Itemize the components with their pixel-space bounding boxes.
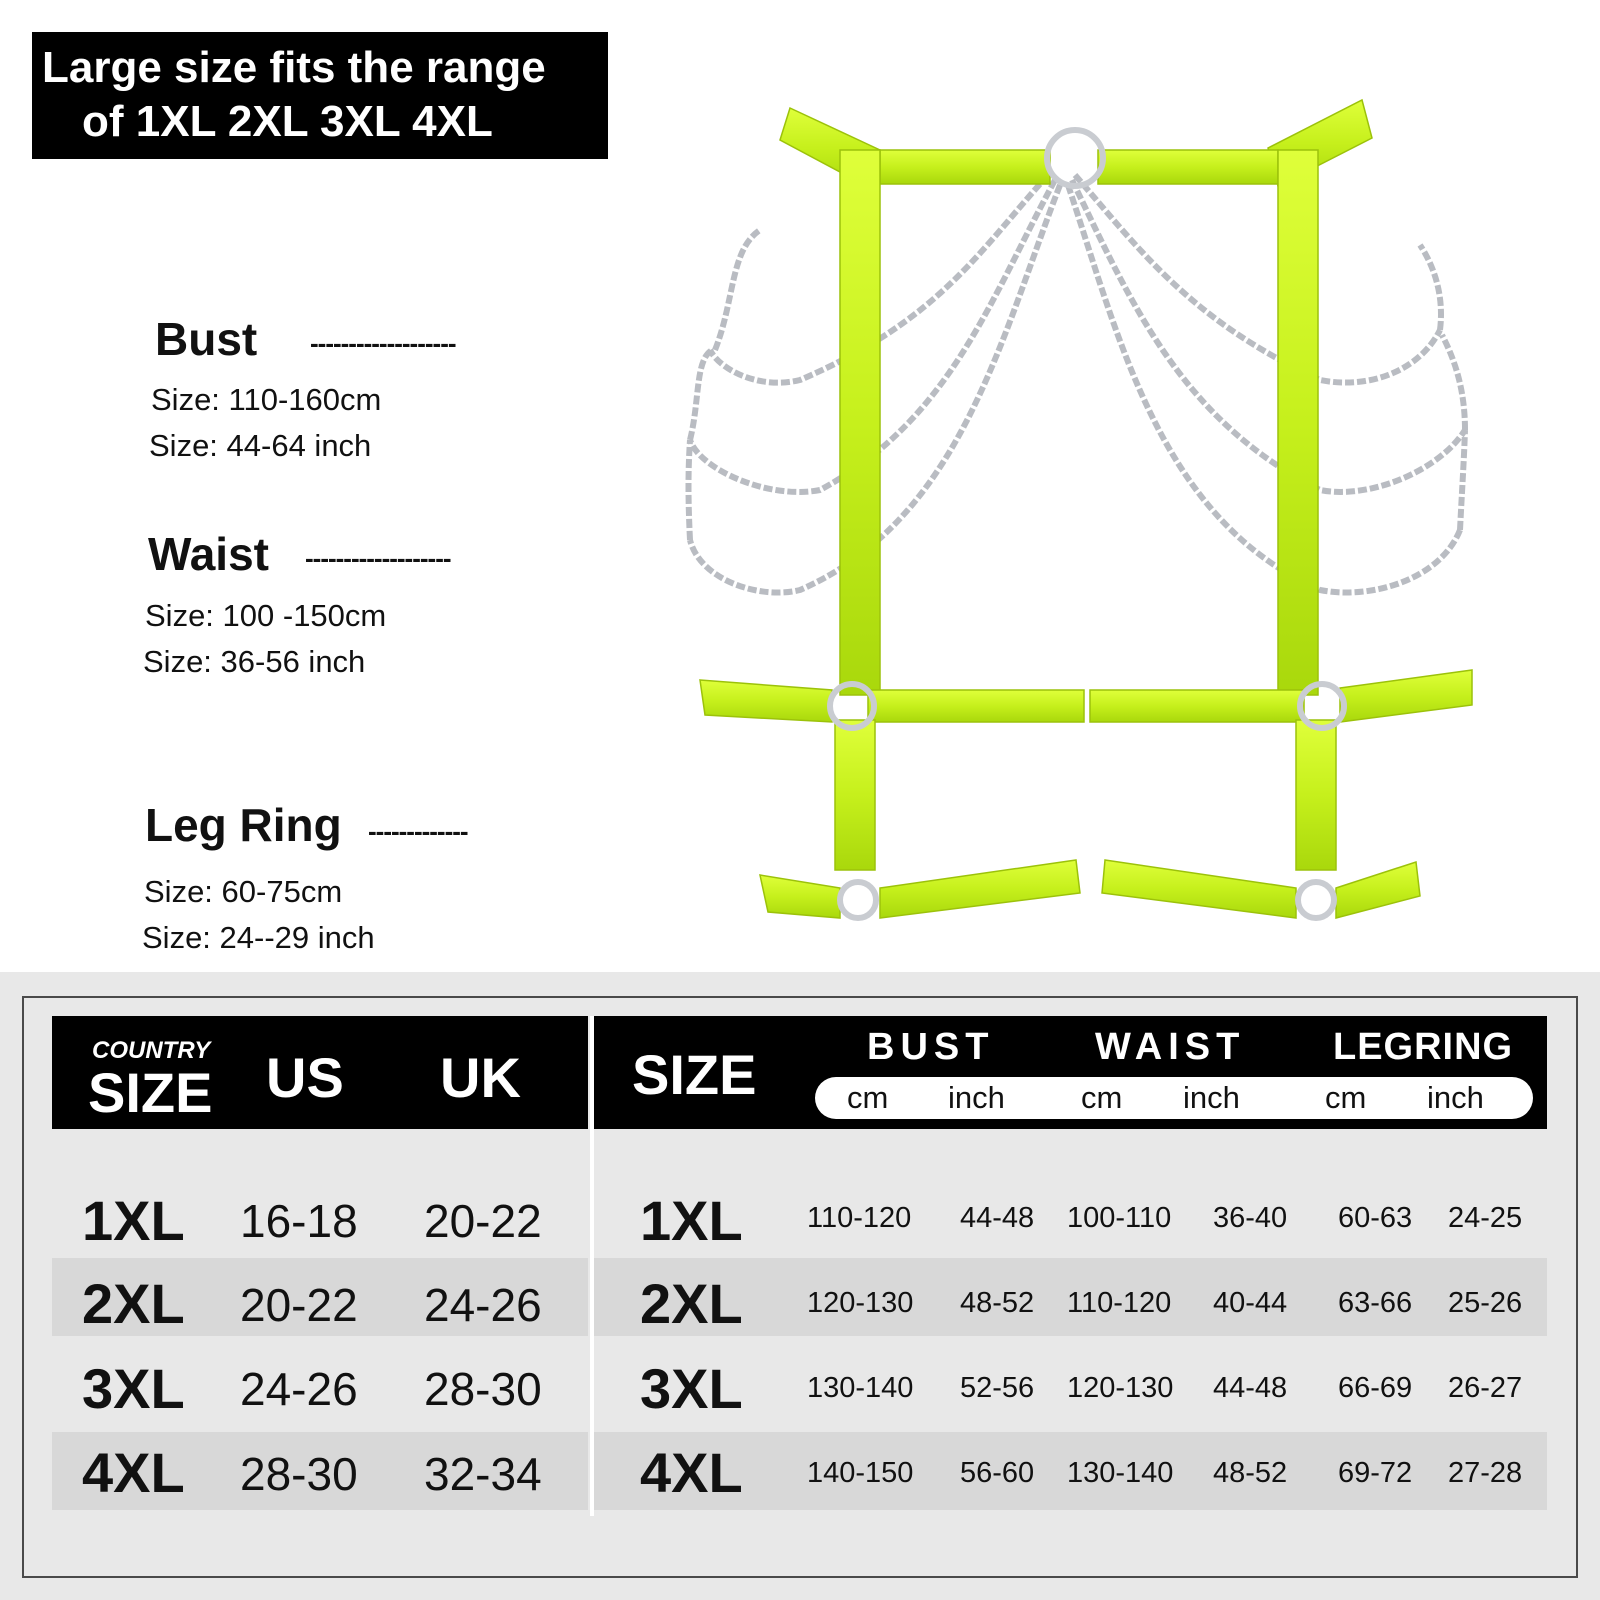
row3-size: 3XL (82, 1357, 185, 1420)
row3-bust-cm: 130-140 (807, 1372, 914, 1404)
banner-line-2: of 1XL 2XL 3XL 4XL (82, 97, 493, 146)
row4-uk: 32-34 (424, 1448, 542, 1500)
leg-ring-size-cm: Size: 60-75cm (144, 874, 343, 909)
unit-bust-cm: cm (847, 1080, 889, 1115)
banner-line-1: Large size fits the range (42, 43, 546, 92)
waist-size-inch: Size: 36-56 inch (143, 644, 366, 679)
row1-uk: 20-22 (424, 1195, 542, 1247)
row3-bust-in: 52-56 (960, 1372, 1035, 1404)
row4-leg-cm: 69-72 (1338, 1457, 1413, 1489)
country-label: COUNTRY (92, 1037, 211, 1064)
bust-dashes: ------------------- (310, 328, 456, 358)
row1-waist-in: 36-40 (1213, 1202, 1288, 1234)
row2-bust-cm: 120-130 (807, 1287, 914, 1319)
product-harness-image (675, 90, 1495, 950)
waist-dashes: ------------------- (305, 543, 451, 573)
waist-group-label: WAIST (1095, 1026, 1246, 1068)
row1-bust-cm: 110-120 (807, 1202, 912, 1234)
unit-leg-cm: cm (1325, 1080, 1367, 1115)
uk-label: UK (440, 1046, 521, 1109)
row3-us: 24-26 (240, 1363, 358, 1415)
row1-bust-in: 44-48 (960, 1202, 1035, 1234)
row1-leg-in: 24-25 (1448, 1202, 1523, 1234)
waist-title: Waist (148, 528, 269, 580)
row2-size: 2XL (82, 1272, 185, 1335)
waist-size-cm: Size: 100 -150cm (145, 598, 387, 633)
row2-leg-in: 25-26 (1448, 1287, 1523, 1319)
bust-size-cm: Size: 110-160cm (151, 382, 382, 417)
row2-size-right: 2XL (640, 1272, 743, 1335)
legring-group-label: LEGRING (1333, 1026, 1514, 1068)
table-divider (590, 1016, 594, 1516)
units-pill (815, 1077, 1533, 1119)
row2-us: 20-22 (240, 1279, 358, 1331)
row4-size-right: 4XL (640, 1441, 743, 1504)
straps (700, 100, 1472, 918)
row4-size: 4XL (82, 1441, 185, 1504)
row2-uk: 24-26 (424, 1279, 542, 1331)
row3-leg-in: 26-27 (1448, 1372, 1523, 1404)
leg-ring-title: Leg Ring (145, 799, 342, 851)
row2-waist-cm: 110-120 (1067, 1287, 1172, 1319)
leg-ring-dashes: ------------- (368, 816, 468, 846)
row1-size-right: 1XL (640, 1189, 743, 1252)
row3-size-right: 3XL (640, 1357, 743, 1420)
unit-bust-inch: inch (948, 1080, 1005, 1115)
row2-leg-cm: 63-66 (1338, 1287, 1413, 1319)
row3-uk: 28-30 (424, 1363, 542, 1415)
leg-ring-size-inch: Size: 24--29 inch (142, 920, 375, 955)
bust-title: Bust (155, 313, 258, 365)
unit-waist-inch: inch (1183, 1080, 1240, 1115)
us-label: US (266, 1046, 344, 1109)
left-size-label: SIZE (88, 1061, 213, 1124)
unit-waist-cm: cm (1081, 1080, 1123, 1115)
row4-leg-in: 27-28 (1448, 1457, 1523, 1489)
row1-waist-cm: 100-110 (1067, 1202, 1172, 1234)
row3-waist-in: 44-48 (1213, 1372, 1288, 1404)
row4-bust-in: 56-60 (960, 1457, 1035, 1489)
row1-leg-cm: 60-63 (1338, 1202, 1413, 1234)
chains (689, 175, 1466, 593)
row4-bust-cm: 140-150 (807, 1457, 914, 1489)
row1-us: 16-18 (240, 1195, 358, 1247)
unit-leg-inch: inch (1427, 1080, 1484, 1115)
right-size-label: SIZE (632, 1043, 757, 1106)
size-range-banner (32, 32, 608, 159)
row2-waist-in: 40-44 (1213, 1287, 1288, 1319)
row3-leg-cm: 66-69 (1338, 1372, 1413, 1404)
row2-bust-in: 48-52 (960, 1287, 1035, 1319)
bust-group-label: BUST (867, 1026, 995, 1068)
row4-waist-in: 48-52 (1213, 1457, 1288, 1489)
row3-waist-cm: 120-130 (1067, 1372, 1174, 1404)
row4-us: 28-30 (240, 1448, 358, 1500)
row1-size: 1XL (82, 1189, 185, 1252)
bust-size-inch: Size: 44-64 inch (149, 428, 372, 463)
row4-waist-cm: 130-140 (1067, 1457, 1174, 1489)
